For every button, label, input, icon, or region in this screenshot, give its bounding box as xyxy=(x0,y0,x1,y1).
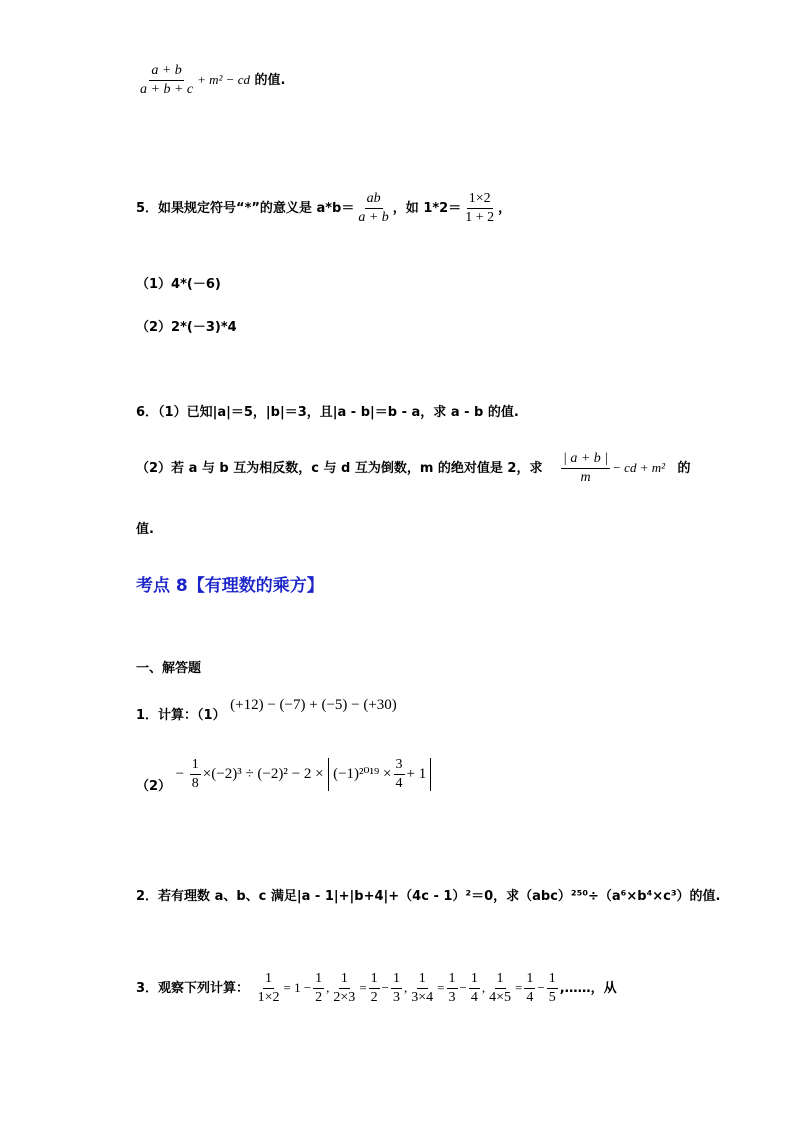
q6-expr-rest: − cd + m² xyxy=(612,460,666,475)
p1-line2 xyxy=(136,757,431,794)
p1-expr2-b: ×(−2)³ ÷ (−2)² − 2 × xyxy=(202,766,324,782)
p3-f10-den: 4 xyxy=(526,990,534,1005)
q6-fraction xyxy=(561,452,610,485)
q5-text2: ，如 1*2＝ xyxy=(392,201,462,216)
q5-text1: 如果规定符号“*”的意义是 a*b＝ xyxy=(158,201,355,216)
p1-expr1: (+12) − (−7) + (−5) − (+30) xyxy=(230,697,397,713)
p1-absolute-value xyxy=(328,758,431,791)
p3-f6-num: 1 xyxy=(417,972,428,989)
p3-f4-num: 1 xyxy=(369,972,380,989)
p1-frac-a xyxy=(190,758,201,791)
q5-line xyxy=(136,192,511,225)
p1-frac-a-num: 1 xyxy=(190,758,201,775)
q5-text3: ， xyxy=(498,201,512,216)
p3-f5-num: 1 xyxy=(391,972,402,989)
p3-f7-den: 3 xyxy=(448,990,456,1005)
q5-frac2-num: 1×2 xyxy=(467,192,493,209)
p1-expr2-d: + 1 xyxy=(406,766,427,782)
q5-frac1-num: ab xyxy=(365,192,383,209)
p3-f1-num: 1 xyxy=(263,972,274,989)
p3-line xyxy=(136,972,617,1005)
q4-frac-num: a + b xyxy=(149,64,183,81)
p3-frac-4 xyxy=(369,972,380,1005)
p3-e4: = xyxy=(437,980,445,995)
p1-frac-b-den: 4 xyxy=(395,776,403,791)
q6-part2-line xyxy=(136,452,691,485)
p3-frac-2 xyxy=(313,972,324,1005)
p3-f5-den: 3 xyxy=(393,990,400,1005)
p3-frac-8 xyxy=(469,972,480,1005)
p1-frac-b-num: 3 xyxy=(394,758,405,775)
p3-sep-3: , xyxy=(481,980,486,995)
p3-f9-den: 4×5 xyxy=(489,990,511,1005)
p3-f3-num: 1 xyxy=(339,972,350,989)
p3-frac-10 xyxy=(524,972,535,1005)
q4-tail-line xyxy=(136,64,285,97)
p3-f10-num: 1 xyxy=(524,972,535,989)
p3-f6-den: 3×4 xyxy=(411,990,434,1005)
q5-number: 5． xyxy=(136,201,159,216)
p3-f2-num: 1 xyxy=(313,972,324,989)
p3-f8-num: 1 xyxy=(469,972,480,989)
p3-frac-9 xyxy=(487,972,513,1005)
p3-frac-3 xyxy=(331,972,357,1005)
p3-frac-6 xyxy=(409,972,435,1005)
p1-label: 1．计算：（1） xyxy=(136,708,226,723)
p3-e3: − xyxy=(381,980,389,995)
p1-line1 xyxy=(136,697,397,723)
p3-f1-den: 1×2 xyxy=(257,990,280,1005)
q6-frac-den: m xyxy=(580,470,591,485)
q4-expr-rest: + m² − cd xyxy=(197,72,250,87)
p3-f8-den: 4 xyxy=(470,990,478,1005)
p3-e7: − xyxy=(537,980,545,995)
p3-f2-den: 2 xyxy=(315,990,323,1005)
q4-frac-den: a + b + c xyxy=(140,82,194,97)
p1-frac-b xyxy=(394,758,405,791)
q5-fraction-1 xyxy=(356,192,390,225)
p3-f4-den: 2 xyxy=(370,990,378,1005)
p1-sub2-label: （2） xyxy=(136,779,172,794)
section-subtitle: 一、解答题 xyxy=(136,661,202,676)
p3-sep-1: , xyxy=(326,980,330,995)
q6-tail: 值. xyxy=(136,522,154,537)
p3-frac-7 xyxy=(447,972,458,1005)
p2-text: 2．若有理数 a、b、c 满足|a - 1|+|b+4|+（4c - 1）²＝0，求（abc）²⁵⁰÷（a⁶×b⁴×c³）的值. xyxy=(136,889,721,904)
p3-e5: − xyxy=(459,980,467,995)
q5-frac1-den: a + b xyxy=(358,210,389,225)
p3-e6: = xyxy=(515,980,523,995)
p3-frac-11 xyxy=(547,972,558,1005)
p3-f11-den: 5 xyxy=(548,990,556,1005)
q5-fraction-2 xyxy=(463,192,496,225)
p3-e2: = xyxy=(359,980,367,995)
q6-part1: 6．（1）已知|a|＝5，|b|＝3，且|a - b|＝b - a，求 a - b 的值. xyxy=(136,405,519,420)
q6-part2-text: （2）若 a 与 b 互为相反数，c 与 d 互为倒数，m 的绝对值是 2，求 xyxy=(136,461,543,476)
q6-frac-num: | a + b | xyxy=(561,452,610,469)
p3-f7-num: 1 xyxy=(447,972,458,989)
p3-label: 3．观察下列计算： xyxy=(136,981,250,996)
p3-ending: ,……，从 xyxy=(559,981,617,996)
p3-f9-num: 1 xyxy=(495,972,506,989)
q5-sub2: （2）2*(－3)*4 xyxy=(136,320,237,335)
q5-sub1: （1）4*(－6) xyxy=(136,277,221,292)
q6-suffix: 的 xyxy=(677,461,691,476)
p3-frac-5 xyxy=(391,972,402,1005)
p3-f3-den: 2×3 xyxy=(333,990,356,1005)
p1-expr2-a: − xyxy=(175,766,188,782)
p3-e1: = 1 − xyxy=(283,980,312,995)
p3-frac-1 xyxy=(256,972,282,1005)
p3-f11-num: 1 xyxy=(547,972,558,989)
p1-expr2-c: (−1)²⁰¹⁹ × xyxy=(333,766,392,782)
q5-frac2-den: 1 + 2 xyxy=(465,210,495,225)
section-title: 考点 8【有理数的乘方】 xyxy=(136,576,324,596)
p1-frac-a-den: 8 xyxy=(191,776,199,791)
p3-sep-2: , xyxy=(404,980,408,995)
q4-fraction xyxy=(138,64,195,97)
q4-suffix: 的值. xyxy=(254,73,286,88)
